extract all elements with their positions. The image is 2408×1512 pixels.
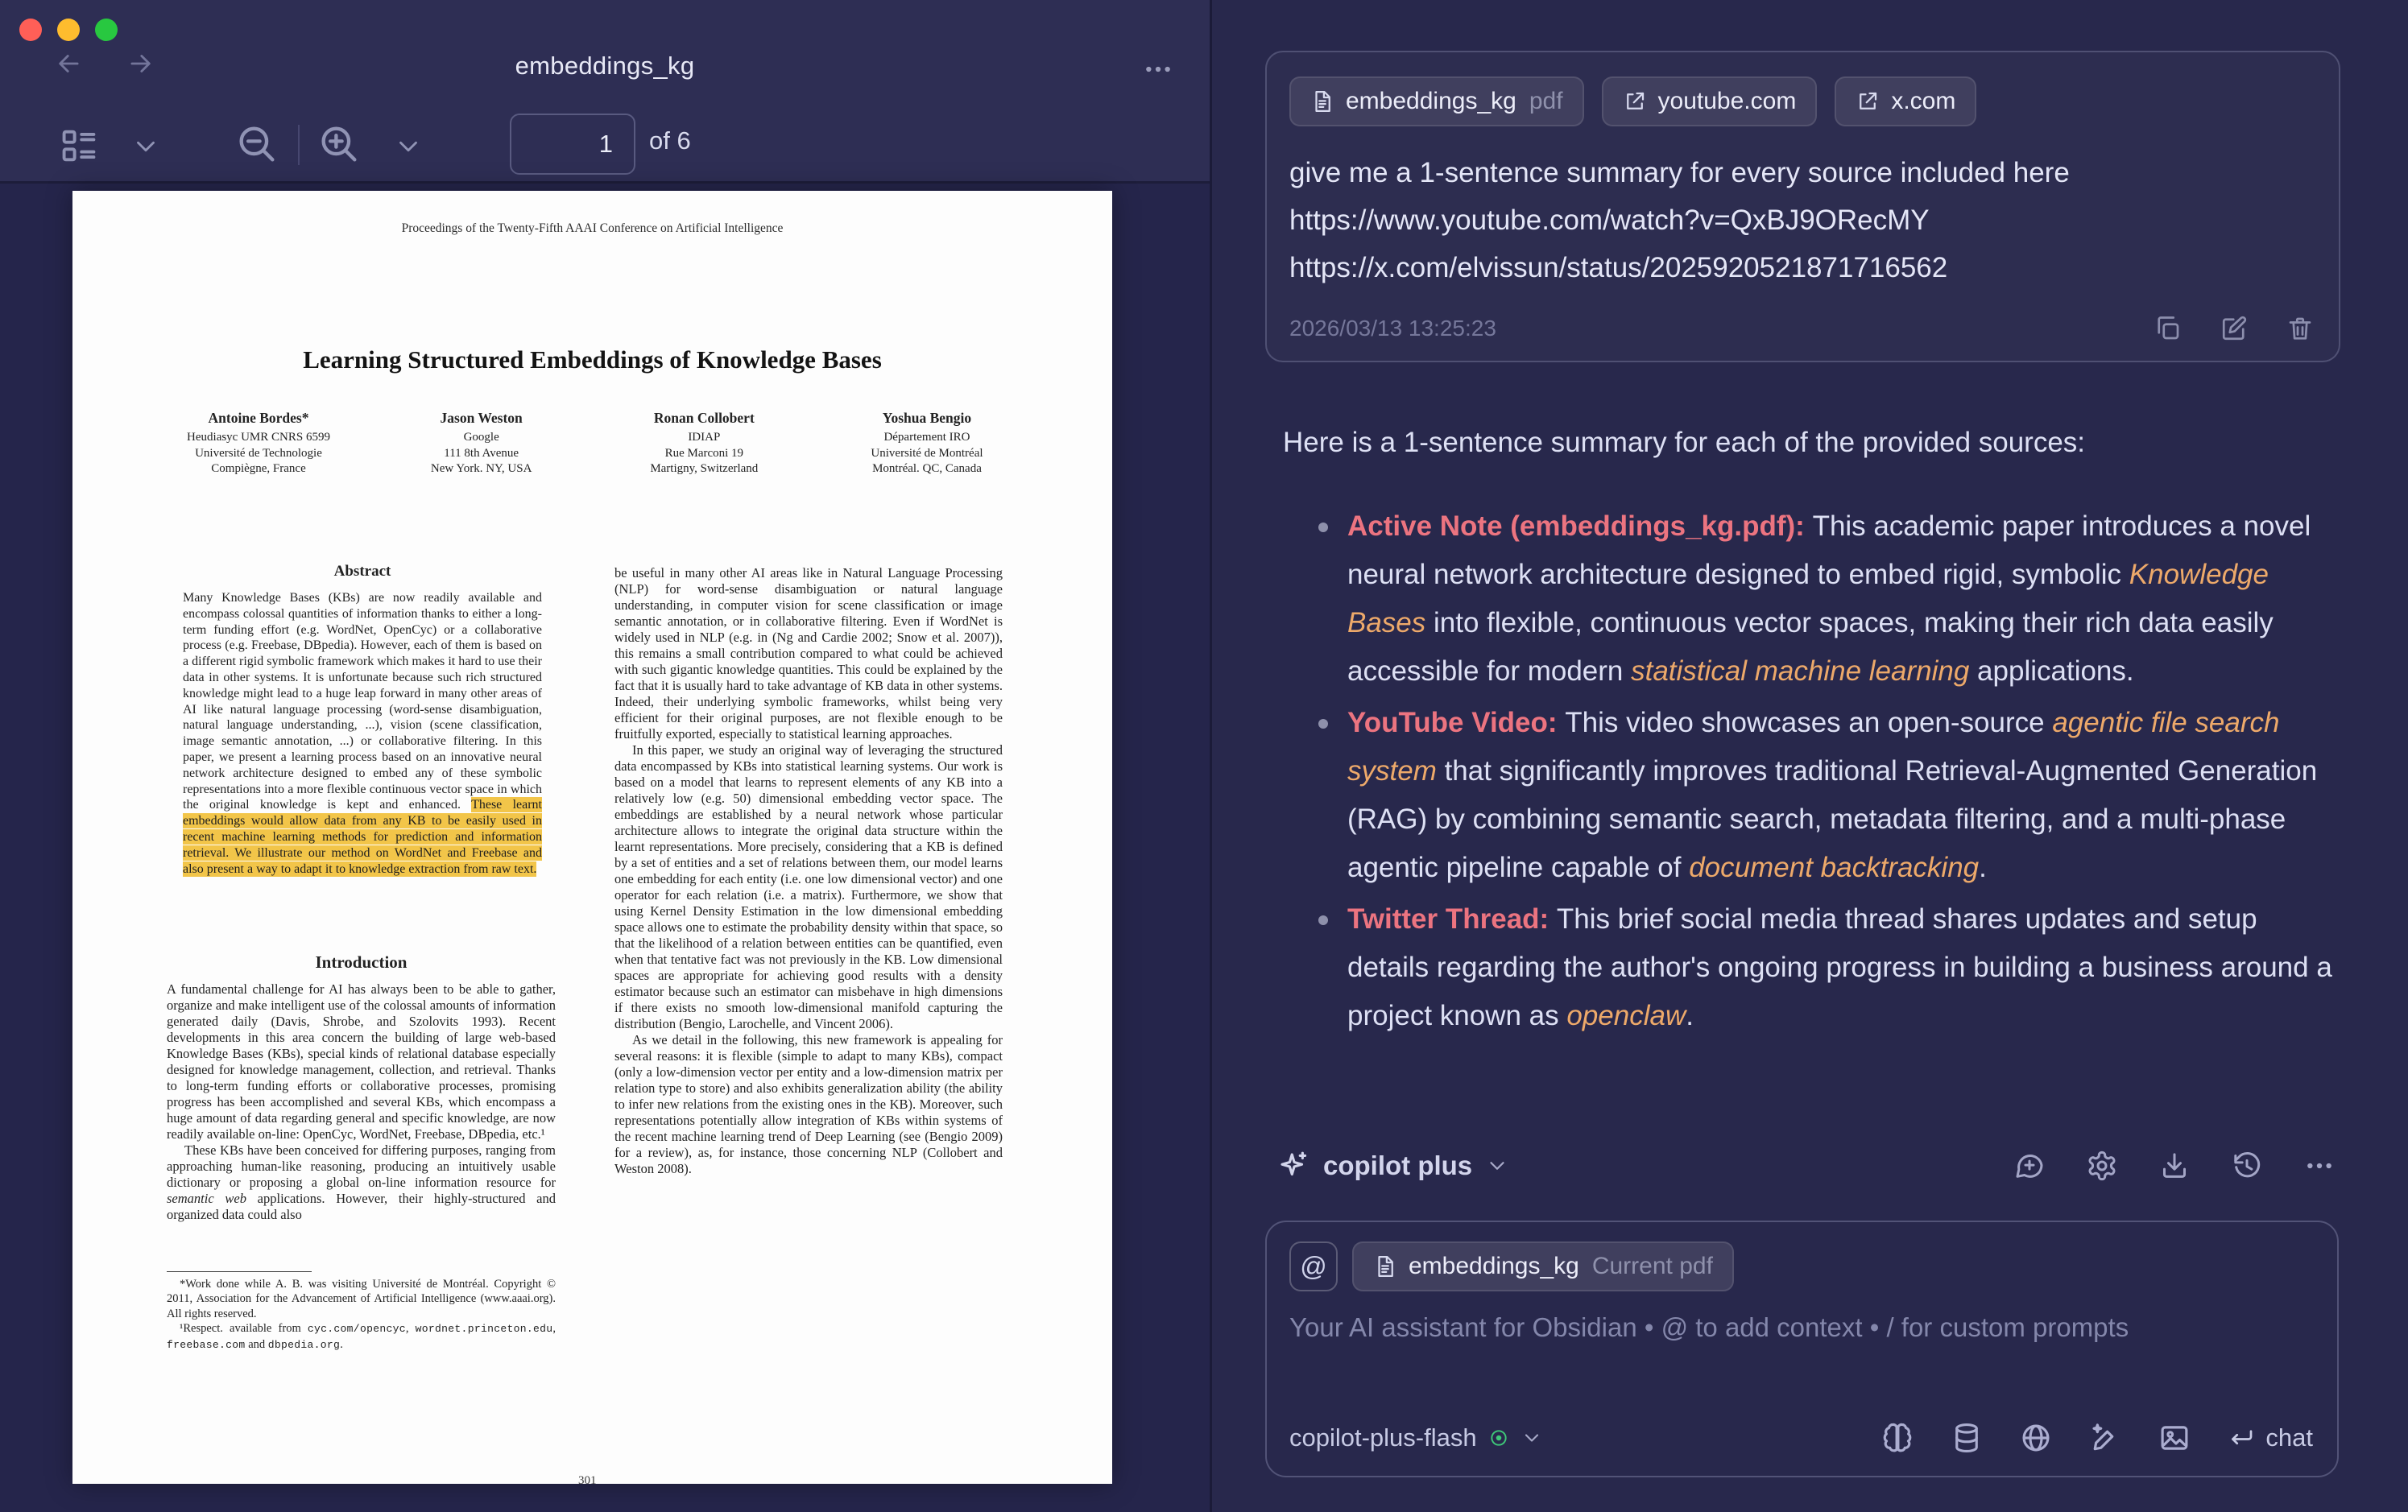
external-link-icon — [1856, 89, 1880, 114]
thumbnails-chevron-icon[interactable] — [129, 131, 163, 162]
sparkle-icon — [1276, 1149, 1310, 1183]
titlebar — [0, 0, 1210, 109]
page-count-label: of 6 — [649, 126, 691, 155]
pdf-toolbar — [0, 109, 1210, 184]
more-options-icon[interactable] — [1142, 53, 1174, 89]
globe-icon[interactable] — [2019, 1421, 2053, 1455]
bullet-active-note: Active Note (embeddings_kg.pdf): This academic paper introduces a novel neural network architecture designed to embed rigid, symbolic Knowledge Bases into flexible, continuous vector spaces, making their rich data easily accessible for modern statistical machine learning applications. — [1283, 502, 2337, 696]
bullet-youtube-video: YouTube Video: This video showcases an open-source agentic file search system that significantly improves traditional Retrieval-Augmented Generation (RAG) by combining semantic search, metadata filtering, and a multi-phase agentic pipeline capable of document backtracking. — [1283, 699, 2337, 892]
image-icon[interactable] — [2158, 1421, 2191, 1455]
chat-input[interactable]: Your AI assistant for Obsidian • @ to add context • / for custom prompts — [1289, 1312, 2129, 1342]
page-title: embeddings_kg — [515, 52, 695, 80]
author-column: Ronan Collobert IDIAP Rue Marconi 19 Martigny, Switzerland — [650, 410, 759, 475]
footnote-block: *Work done while A. B. was visiting Université de Montréal. Copyright © 2011, Association for the Advancement of Artificial Intelligence (www.aaai.org). All rights reserved. ¹Respect. available from cyc.com/opencyc, wordnet.princeton.edu, freebase.com and dbpedia.org. — [167, 1271, 556, 1353]
edit-icon[interactable] — [2220, 314, 2249, 343]
response-bullet-list — [1283, 502, 2337, 1040]
return-arrow-icon — [2227, 1423, 2256, 1452]
send-chat-button[interactable] — [2227, 1423, 2313, 1452]
send-chat-label: chat — [2265, 1423, 2313, 1452]
left-column-text: A fundamental challenge for AI has always been to be able to gather, organize and make intelligent use of the colossal amounts of information generated daily (Davis, Shrobe, and Szolovits 1993). Recent developments in this area concern the building of large web-based Knowledge Bases (KBs), special kinds of relational database especially designed for knowledge management, collection, and retrieval. Thanks to long-term funding efforts or collaborative processes, promising progress has been accomplished and several KBs, which encompass a huge amount of data regarding general and specific knowledge, are now readily available on-line: OpenCyc, WordNet, Freebase, DBpedia, etc.¹ These KBs have been conceived for differing purposes, ranging from approaching human-like reasoning, producing an intuitively usable dictionary or proposing a global on-line information resource for semantic web applications. However, their highly-structured and organized data could also — [167, 981, 556, 1222]
user-message-card — [1265, 51, 2340, 362]
minimize-window-button[interactable] — [57, 19, 80, 41]
footnote-rule — [167, 1271, 312, 1272]
context-chip-youtube[interactable]: youtube.com — [1602, 76, 1818, 126]
author-column: Jason Weston Google 111 8th Avenue New York. NY, USA — [430, 410, 532, 475]
zoom-chevron-icon[interactable] — [391, 131, 425, 162]
pdf-page-number: 301 — [578, 1474, 597, 1484]
download-icon[interactable] — [2158, 1150, 2191, 1182]
settings-gear-icon[interactable] — [2086, 1150, 2118, 1182]
close-window-button[interactable] — [19, 19, 42, 41]
copilot-toolbar — [1276, 1146, 2336, 1185]
pdf-scroll-area[interactable] — [0, 184, 1210, 1512]
chat-input-card[interactable] — [1265, 1221, 2339, 1477]
proceedings-header: Proceedings of the Twenty-Fifth AAAI Conference on Artificial Intelligence — [401, 221, 784, 235]
user-message-text: give me a 1-sentence summary for every source included here https://www.youtube.com/watch?v=QxBJ9ORecMY https://x.com/elvissun/status/2025920521871716562 — [1289, 157, 2070, 283]
zoom-out-icon[interactable] — [234, 120, 280, 168]
chevron-down-icon — [1485, 1154, 1509, 1178]
author-column: Antoine Bordes* Heudiasyc UMR CNRS 6599 Université de Technologie Compiègne, France — [187, 410, 330, 475]
context-chip-x[interactable]: x.com — [1835, 76, 1976, 126]
toolbar-divider — [298, 125, 300, 165]
assistant-response — [1283, 419, 2337, 1043]
copilot-chat-panel — [1210, 0, 2408, 1512]
thumbnails-toggle-icon[interactable] — [58, 123, 100, 168]
message-timestamp: 2026/03/13 13:25:23 — [1289, 316, 1496, 341]
right-column-text: be useful in many other AI areas like in Natural Language Processing (NLP) for word-sense disambiguation or natural language understanding, in computer vision for scene classification or image semantic annotation, or in collaborative filtering. Even if WordNet is widely used in NLP (e.g. in (Ng and Cardie 2002; Snow et al. 2007)), this remains a small contribution compared to what could be achieved with such gigantic knowledge quantities. This could be explained by the fact that it is usually hard to take advantage of KB data in other systems. Indeed, their underlying symbolic frameworks, whilst being very efficient for their original purposes, are not flexible enough to be fruitfully exported, especially to statistical learning approaches. In this paper, we study an original way of leveraging the structured data encompassed by KBs into statistical learning systems. Our work is based on a model that learns to represent elements of any KB into a relatively low (e.g. 50) dimensional embedding vector space. The embeddings are established by a neural network whose particular architecture allows to integrate the original data structure within the learnt representations. More precisely, considering that a KB is defined by a set of entities and a set of relations between them, our model learns one embedding for each entity (i.e. one low dimensional vector) and one operator for each relation (i.e. a matrix). Furthermore, we show that using Kernel Density Estimation in the low dimensional embedding space allows one to estimate the probability density within that space, so that the likelihood of a relation between entities can be quantified, even when that tentative fact was not previously in the KB. Low dimensional spaces are appropriate for achieving good results with a density estimator because such an estimator can misbehave in high dimensions if there exists no smooth low-dimensional manifold capturing the distribution (Bengio, Larochelle, and Vincent 2006). As we detail in the following, this new framework is appealing for several reasons: it is flexible (simple to adapt to many KBs), compact (only a low-dimension vector per entity and a low-dimension matrix per relation type to store) and also exhibits generalization ability (the ability to infer new relations from the existing ones in the KB). Moreover, such representations potentially allow integration of KBs within systems of the recent machine learning trend of Deep Learning (see (Bengio 2009) for a review), as, for instance, those concerning NLP (Collobert and Weston 2008). — [614, 565, 1003, 1176]
current-context-chip[interactable]: embeddings_kg Current pdf — [1352, 1241, 1734, 1291]
introduction-heading: Introduction — [315, 952, 408, 972]
chevron-down-icon — [1521, 1427, 1543, 1449]
author-column: Yoshua Bengio Département IRO Université de Montréal Montréal. QC, Canada — [871, 410, 983, 475]
more-options-icon[interactable] — [2303, 1150, 2336, 1182]
abstract-heading: Abstract — [333, 563, 391, 580]
history-icon[interactable] — [2231, 1150, 2263, 1182]
custom-prompt-pencil-icon[interactable] — [2088, 1421, 2122, 1455]
model-selector[interactable] — [1289, 1423, 1543, 1452]
copilot-mode-selector[interactable] — [1276, 1149, 1509, 1183]
context-chip-pdf[interactable]: embeddings_kg pdf — [1289, 76, 1584, 126]
bullet-twitter-thread: Twitter Thread: This brief social media thread shares updates and setup details regarding the author's ongoing progress in building a business around a project known as openclaw. — [1283, 895, 2337, 1040]
brain-icon[interactable] — [1880, 1421, 1914, 1455]
window-controls[interactable] — [19, 19, 118, 41]
pdf-page — [72, 191, 1112, 1484]
file-text-icon — [1373, 1254, 1397, 1279]
paper-title: Learning Structured Embeddings of Knowledge Bases — [303, 345, 882, 374]
page-number-input[interactable]: 1 — [510, 114, 635, 175]
response-intro: Here is a 1-sentence summary for each of the provided sources: — [1283, 427, 2086, 458]
model-name-label: copilot-plus-flash — [1289, 1423, 1477, 1452]
new-chat-icon[interactable] — [2013, 1150, 2046, 1182]
authors-block — [153, 410, 1032, 477]
external-link-icon — [1623, 89, 1647, 114]
copy-icon[interactable] — [2154, 314, 2183, 343]
maximize-window-button[interactable] — [95, 19, 118, 41]
zoom-in-icon[interactable] — [316, 120, 362, 168]
file-text-icon — [1310, 89, 1334, 114]
abstract-text: Many Knowledge Bases (KBs) are now readily available and encompass colossal quantities of information thanks to either a long-term funding effort (e.g. WordNet, OpenCyc) or a collaborative process (e.g. Freebase, DBpedia). However, each of them is based on a different rigid symbolic framework which makes it hard to use their data in other systems. It is unfortunate because such rich structured knowledge might lead to a huge leap forward in many other areas of AI like natural language processing (word-sense disambiguation, natural language understanding, ...), vision (scene classification, image semantic annotation, ...) or collaborative filtering. In this paper, we present a learning process based on an innovative neural network architecture designed to embed any of these symbolic representations into a more flexible continuous vector space in which the original knowledge is kept and enhanced. These learnt embeddings would allow data from any KB to be easily used in recent machine learning methods for prediction and information retrieval. We illustrate our method on WordNet and Freebase and also present a way to adapt it to knowledge extraction from raw text. — [183, 591, 543, 876]
trash-icon[interactable] — [2286, 314, 2315, 343]
model-status-icon — [1488, 1427, 1509, 1448]
context-chip-row — [1289, 76, 2315, 126]
database-icon[interactable] — [1950, 1421, 1984, 1455]
add-context-button[interactable]: @ — [1289, 1241, 1338, 1291]
copilot-mode-label: copilot plus — [1323, 1151, 1473, 1180]
